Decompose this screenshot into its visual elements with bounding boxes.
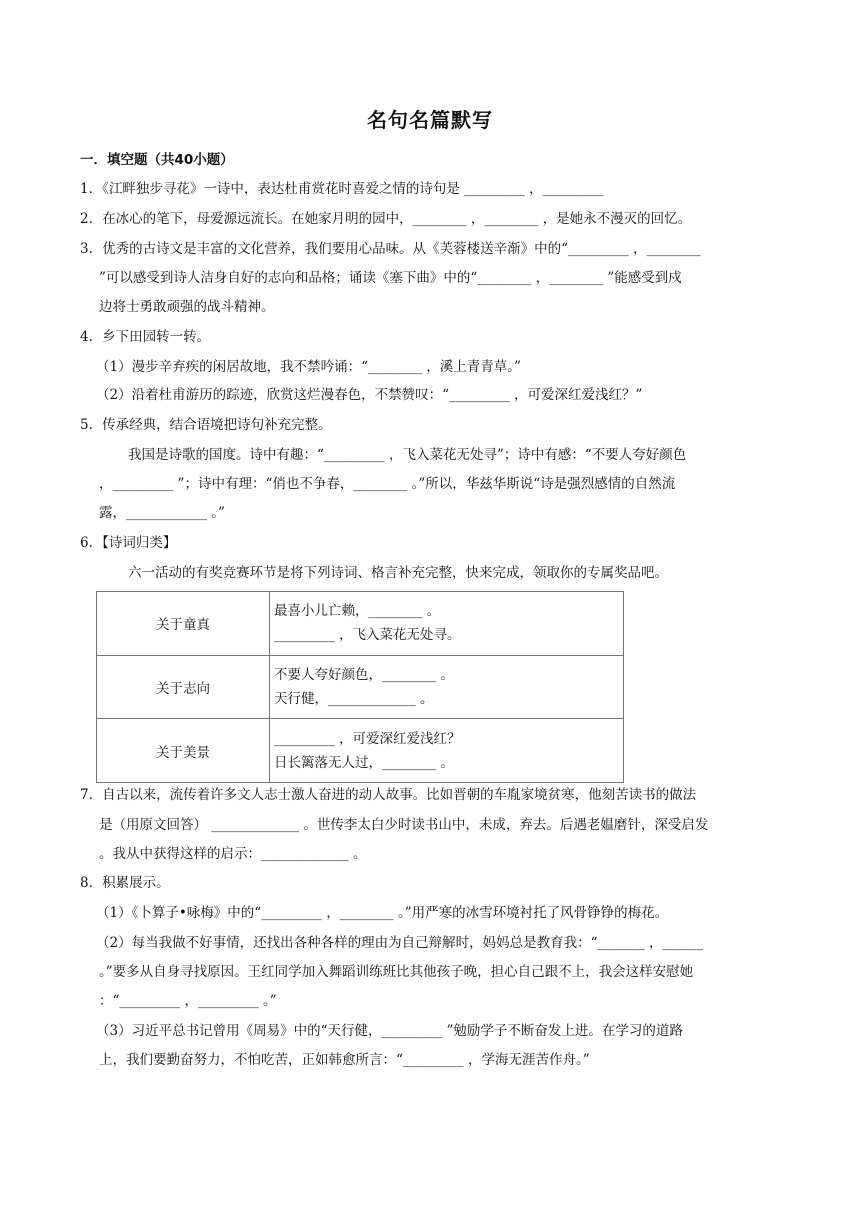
- poem-line: 最喜小儿亡赖，________ 。: [274, 603, 441, 620]
- poem-line: _________ ，可爱深红爱浅红？: [274, 730, 461, 747]
- question-8-part-1: （1）《卜算子•咏梅》中的“_________ ，________ 。”用严寒的冰雪环境衬托了风骨铮铮的梅花。: [96, 905, 669, 921]
- page-title: 名句名篇默写: [367, 108, 493, 132]
- poem-line: 不要人夸好颜色，________ 。: [274, 666, 454, 683]
- poem-line: 日长篱落无人过，________ 。: [274, 754, 454, 771]
- question-8-part-3-line-1: （3）习近平总书记曾用《周易》中的“天行健，_________ ”勉励学子不断奋发上进。在学习的道路: [96, 1023, 683, 1039]
- question-8-part-3-line-2: 上，我们要勤奋努力，不怕吃苦，正如韩愈所言：“_________ ，学海无涯苦作舟。”: [99, 1052, 590, 1068]
- category-label: 关于志向: [97, 655, 270, 719]
- question-3-line-3: 边将士勇敢顽强的战斗精神。: [99, 299, 275, 315]
- table-row: [97, 592, 624, 656]
- question-3-line-1: 3．优秀的古诗文是丰富的文化营养，我们要用心品味。从《芙蓉楼送辛渐》中的“_________ ，________: [80, 241, 701, 257]
- question-7-line-2: 是（用原文回答） _____________ 。世传李太白少时读书山中，未成，弃去。后遇老媪磨针，深受启发: [99, 817, 709, 833]
- question-2: 2．在冰心的笔下，母爱源远流长。在她家月明的园中，________ ，________ ，是她永不漫灭的回忆。: [80, 211, 692, 227]
- question-6: 6．【诗词归类】: [80, 535, 177, 551]
- question-8-part-2-line-1: （2）每当我做不好事情，还找出各种各样的理由为自己辩解时，妈妈总是教育我：“_______ ，______: [96, 935, 704, 951]
- question-6-intro: 六一活动的有奖竞赛环节是将下列诗词、格言补充完整，快来完成，领取你的专属奖品吧。: [128, 565, 668, 581]
- question-5: 5．传承经典，结合语境把诗句补充完整。: [80, 417, 332, 433]
- question-4-part-2: （2）沿着杜甫游历的踪迹，欣赏这烂漫春色，不禁赞叹：“_________ ，可爱深红爱浅红？”: [96, 387, 643, 403]
- category-label: 关于美景: [97, 719, 270, 783]
- question-8-part-2-line-3: ：“_________ ，_________ 。”: [99, 993, 277, 1009]
- question-7-line-3: 。我从中获得这样的启示：_____________ 。: [99, 846, 367, 862]
- poem-line: _________ ，飞入菜花无处寻。: [274, 627, 461, 644]
- table-row: [97, 719, 624, 783]
- category-label: 关于童真: [97, 592, 270, 656]
- poem-line: 天行健，_____________ 。: [274, 690, 434, 707]
- question-4-part-1: （1）漫步辛弃疾的闲居故地，我不禁吟诵：“________ ，溪上青青草。”: [96, 359, 521, 375]
- question-7-line-1: 7．自古以来，流传着许多文人志士激人奋进的动人故事。比如晋朝的车胤家境贫寒，他刻苦读书的做法: [80, 787, 697, 803]
- table-row: [97, 655, 624, 719]
- question-5-line-2: ，_________ ”；诗中有理：“俏也不争春，________ 。”所以，华兹华斯说“诗是强烈感情的自然流: [99, 476, 676, 492]
- question-8: 8．积累展示。: [80, 875, 170, 891]
- question-8-part-2-line-2: 。”要多从自身寻找原因。王红同学加入舞蹈训练班比其他孩子晚，担心自己跟不上，我会这样安慰她: [99, 964, 694, 980]
- question-5-line-3: 露，____________ 。”: [99, 505, 225, 521]
- poetry-category-table: [96, 591, 624, 783]
- question-4: 4．乡下田园转一转。: [80, 329, 211, 345]
- category-content: [270, 719, 624, 783]
- category-content: [270, 655, 624, 719]
- question-5-line-1: 我国是诗歌的国度。诗中有趣：“_________ ，飞入菜花无处寻”；诗中有感：“不要人夸好颜色: [128, 447, 687, 463]
- question-1: 1．《江畔独步寻花》一诗中，表达杜甫赏花时喜爱之情的诗句是 _________ ，_________: [80, 181, 604, 197]
- section-heading: 一．填空题（共40小题）: [80, 152, 234, 168]
- question-3-line-2: ”可以感受到诗人洁身自好的志向和品格；诵读《塞下曲》中的“________ ，________ ”能感受到戍: [99, 270, 682, 286]
- category-content: [270, 592, 624, 656]
